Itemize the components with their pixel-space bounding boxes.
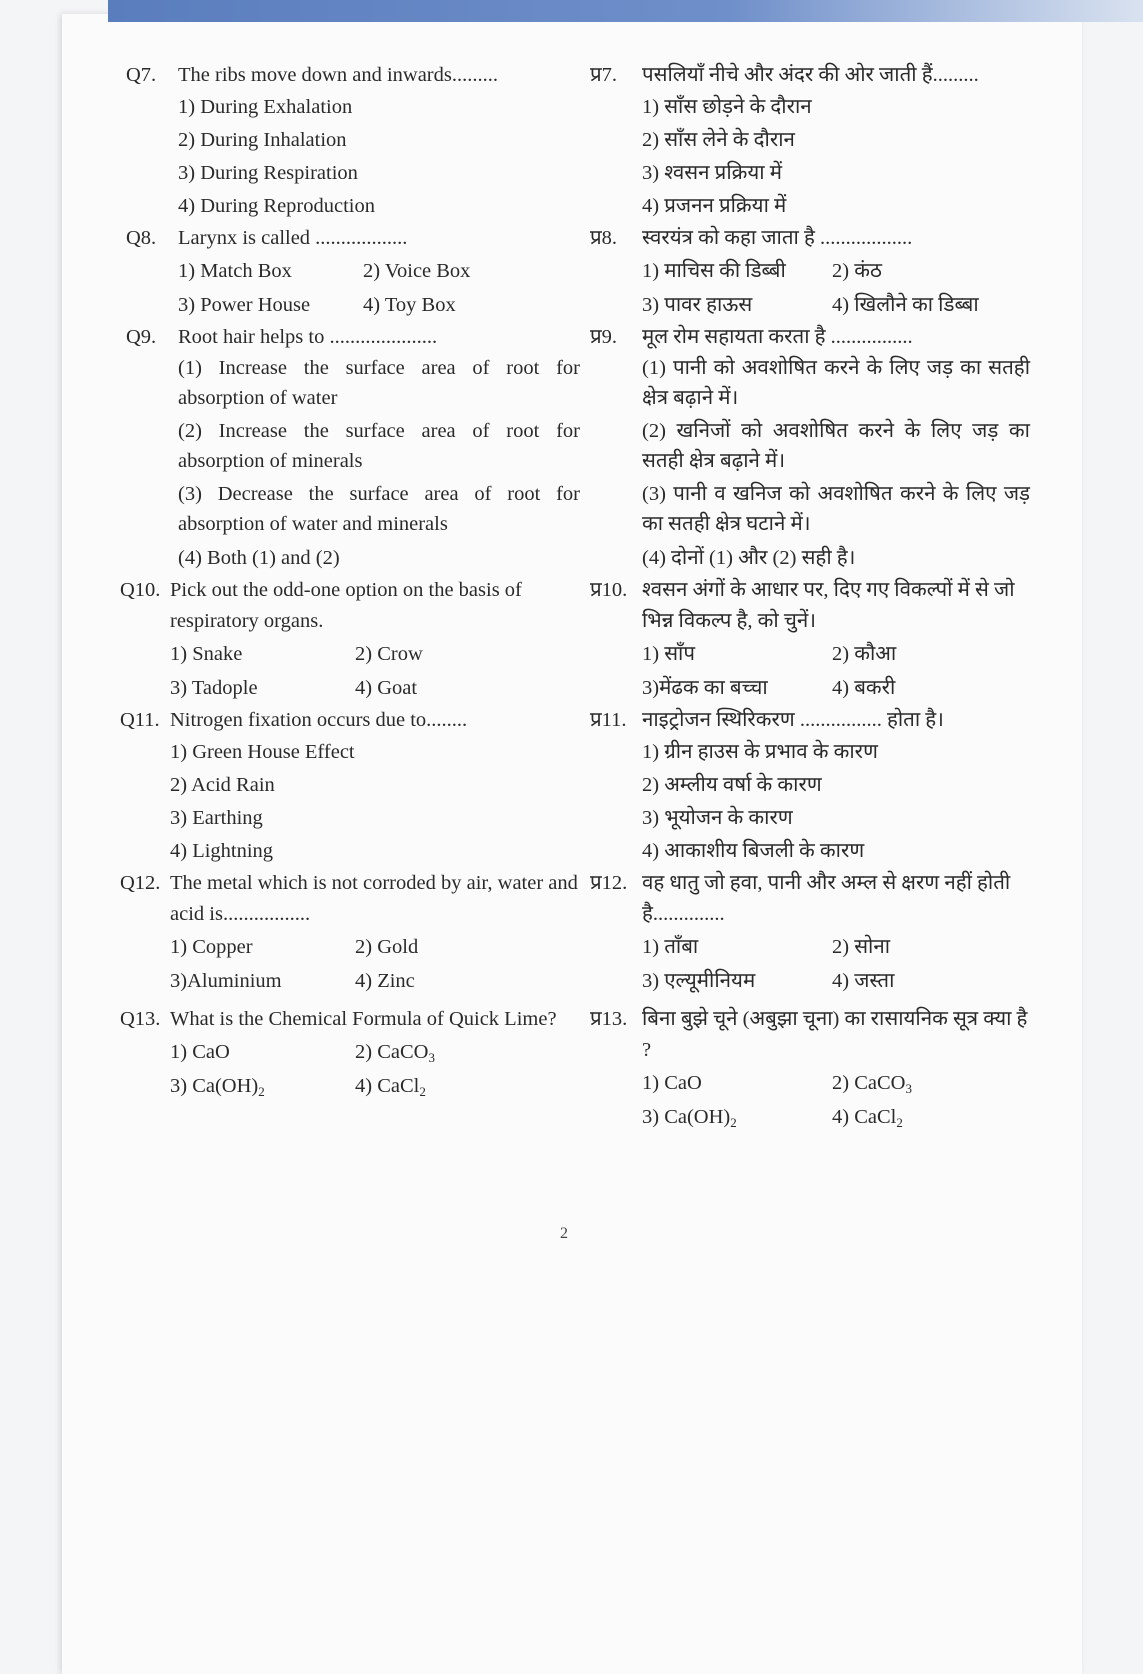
question-number: Q10.	[120, 579, 161, 601]
option: 2) Voice Box	[363, 260, 471, 282]
option: 4) खिलौने का डिब्बा	[832, 294, 979, 316]
option: 4) प्रजनन प्रक्रिया में	[642, 195, 787, 217]
option: 4) जस्ता	[832, 970, 895, 992]
question-number: प्र11.	[590, 709, 627, 731]
option: (2) खनिजों को अवशोषित करने के लिए जड़ का सतही क्षेत्र बढ़ाने में।	[642, 420, 1030, 472]
option: 2) साँस लेने के दौरान	[642, 129, 795, 151]
option: 4) CaCl$_2$	[832, 1106, 903, 1130]
option-row	[642, 930, 1030, 964]
option-row	[178, 288, 580, 322]
option: 4) आकाशीय बिजली के कारण	[642, 840, 865, 862]
question-number: प्र10.	[590, 579, 628, 601]
option-row	[642, 671, 1030, 705]
option: 4) Zinc	[355, 970, 415, 992]
question-text: The metal which is not corroded by air, water and acid is.................	[170, 872, 578, 925]
option: 1) CaO	[170, 1041, 230, 1063]
question-q7-hi	[590, 60, 1030, 91]
option-row	[170, 964, 580, 998]
option: (1) पानी को अवशोषित करने के लिए जड़ का सतही क्षेत्र बढ़ाने में।	[642, 357, 1030, 409]
option-row	[642, 288, 1030, 322]
option: 3) $Ca(OH)_2$	[170, 1075, 265, 1099]
option-row	[170, 671, 580, 705]
option: 1) Match Box	[178, 260, 292, 282]
option: 2) CaCO$_3$	[832, 1072, 912, 1096]
option-row	[170, 637, 580, 671]
option-row	[642, 637, 1030, 671]
option: 2) Gold	[355, 936, 419, 958]
option: 3) श्वसन प्रक्रिया में	[642, 162, 782, 184]
option-row	[170, 1069, 580, 1103]
option: 4) Lightning	[170, 840, 274, 862]
option-row	[642, 1100, 1030, 1134]
question-number: Q11.	[120, 709, 160, 731]
question-number: प्र9.	[590, 326, 618, 348]
question-number: Q8.	[126, 227, 157, 249]
question-q13-hi	[590, 1004, 1030, 1066]
option: 2) कंठ	[832, 260, 882, 282]
option: 1) ग्रीन हाउस के प्रभाव के कारण	[642, 741, 878, 763]
question-number: Q7.	[126, 64, 157, 86]
option-row	[170, 930, 580, 964]
question-text: नाइट्रोजन स्थिरिकरण ................ होता है।	[642, 709, 944, 731]
option-row	[642, 964, 1030, 998]
question-q10	[120, 575, 580, 637]
option: 3) Earthing	[170, 807, 263, 829]
option: 2) Acid Rain	[170, 774, 275, 796]
option: 4) Toy Box	[363, 294, 456, 316]
question-text: The ribs move down and inwards.........	[178, 64, 498, 86]
question-q9	[126, 322, 580, 353]
option: 4) During Reproduction	[178, 195, 375, 217]
option: 3) पावर हाऊस	[642, 294, 753, 316]
option: 1) Snake	[170, 643, 243, 665]
option: 4) CaCl$_2$	[355, 1075, 426, 1099]
question-number: Q12.	[120, 872, 161, 894]
question-number: Q9.	[126, 326, 157, 348]
question-q10-hi	[590, 575, 1030, 637]
question-q9-hi	[590, 322, 1030, 353]
option: 1) साँप	[642, 643, 696, 665]
question-number: प्र13.	[590, 1008, 628, 1030]
question-q11-hi	[590, 705, 1030, 736]
page-number: 2	[560, 1225, 568, 1242]
option: 4) Goat	[355, 677, 418, 699]
option: (4) दोनों (1) और (2) सही है।	[642, 547, 856, 569]
option: 3) $Ca(OH)_2$	[642, 1106, 737, 1130]
option: 3)मेंढक का बच्चा	[642, 677, 768, 699]
question-q8-hi	[590, 223, 1030, 254]
top-color-band	[108, 0, 1143, 22]
question-q12-hi	[590, 868, 1030, 930]
option-row	[178, 254, 580, 288]
option: 3)Aluminium	[170, 970, 282, 992]
question-text: मूल रोम सहायता करता है ................	[642, 326, 913, 348]
option: 1) Copper	[170, 936, 253, 958]
option-row	[170, 1035, 580, 1069]
question-number: प्र8.	[590, 227, 618, 249]
question-number: प्र7.	[590, 64, 618, 86]
option: 3) Tadople	[170, 677, 258, 699]
option: (1) Increase the surface area of root for absorption of water	[178, 357, 580, 409]
question-text: श्वसन अंगों के आधार पर, दिए गए विकल्पों में से जो भिन्न विकल्प है, को चुनें।	[642, 579, 1015, 632]
option: (2) Increase the surface area of root for absorption of minerals	[178, 420, 580, 472]
option: 1) CaO	[642, 1072, 702, 1094]
question-q7	[126, 60, 580, 91]
option: 3) During Respiration	[178, 162, 358, 184]
option: (4) Both (1) and (2)	[178, 547, 340, 569]
option: 3) Power House	[178, 294, 311, 316]
question-text: What is the Chemical Formula of Quick Lime?	[170, 1008, 557, 1030]
question-q12	[120, 868, 580, 930]
option: 1) ताँबा	[642, 936, 699, 958]
option: 2) अम्लीय वर्षा के कारण	[642, 774, 822, 796]
option: 1) माचिस की डिब्बी	[642, 260, 786, 282]
option: 2) CaCO$_3$	[355, 1041, 435, 1065]
hindi-column	[590, 60, 1030, 1134]
question-text: पसलियाँ नीचे और अंदर की ओर जाती हैं.........	[642, 64, 979, 86]
question-text: Larynx is called ..................	[178, 227, 408, 249]
option: 2) कौआ	[832, 643, 897, 665]
question-text: Root hair helps to .....................	[178, 326, 438, 348]
question-number: Q13.	[120, 1008, 161, 1030]
english-column	[120, 60, 580, 1103]
option: 1) Green House Effect	[170, 741, 355, 763]
option: 3) भूयोजन के कारण	[642, 807, 793, 829]
option-row	[642, 1066, 1030, 1100]
question-q13	[120, 1004, 580, 1035]
option: 2) सोना	[832, 936, 891, 958]
option: 4) बकरी	[832, 677, 896, 699]
question-q8	[126, 223, 580, 254]
question-text: Nitrogen fixation occurs due to........	[170, 709, 468, 731]
option: 2) Crow	[355, 643, 423, 665]
question-text: बिना बुझे चूने (अबुझा चूना) का रासायनिक सूत्र क्या है ?	[642, 1008, 1028, 1061]
option: 1) साँस छोड़ने के दौरान	[642, 96, 812, 118]
option-row	[642, 254, 1030, 288]
option: 3) एल्यूमीनियम	[642, 970, 756, 992]
question-text: Pick out the odd-one option on the basis of respiratory organs.	[170, 579, 522, 632]
question-q11	[120, 705, 580, 736]
option: 2) During Inhalation	[178, 129, 347, 151]
option: 1) During Exhalation	[178, 96, 353, 118]
question-text: स्वरयंत्र को कहा जाता है ..................	[642, 227, 913, 249]
question-number: प्र12.	[590, 872, 628, 894]
question-text: वह धातु जो हवा, पानी और अम्ल से क्षरण नहीं होती है..............	[642, 872, 1011, 925]
option: (3) पानी व खनिज को अवशोषित करने के लिए जड़ का सतही क्षेत्र घटाने में।	[642, 483, 1030, 535]
option: (3) Decrease the surface area of root for absorption of water and minerals	[178, 483, 580, 535]
